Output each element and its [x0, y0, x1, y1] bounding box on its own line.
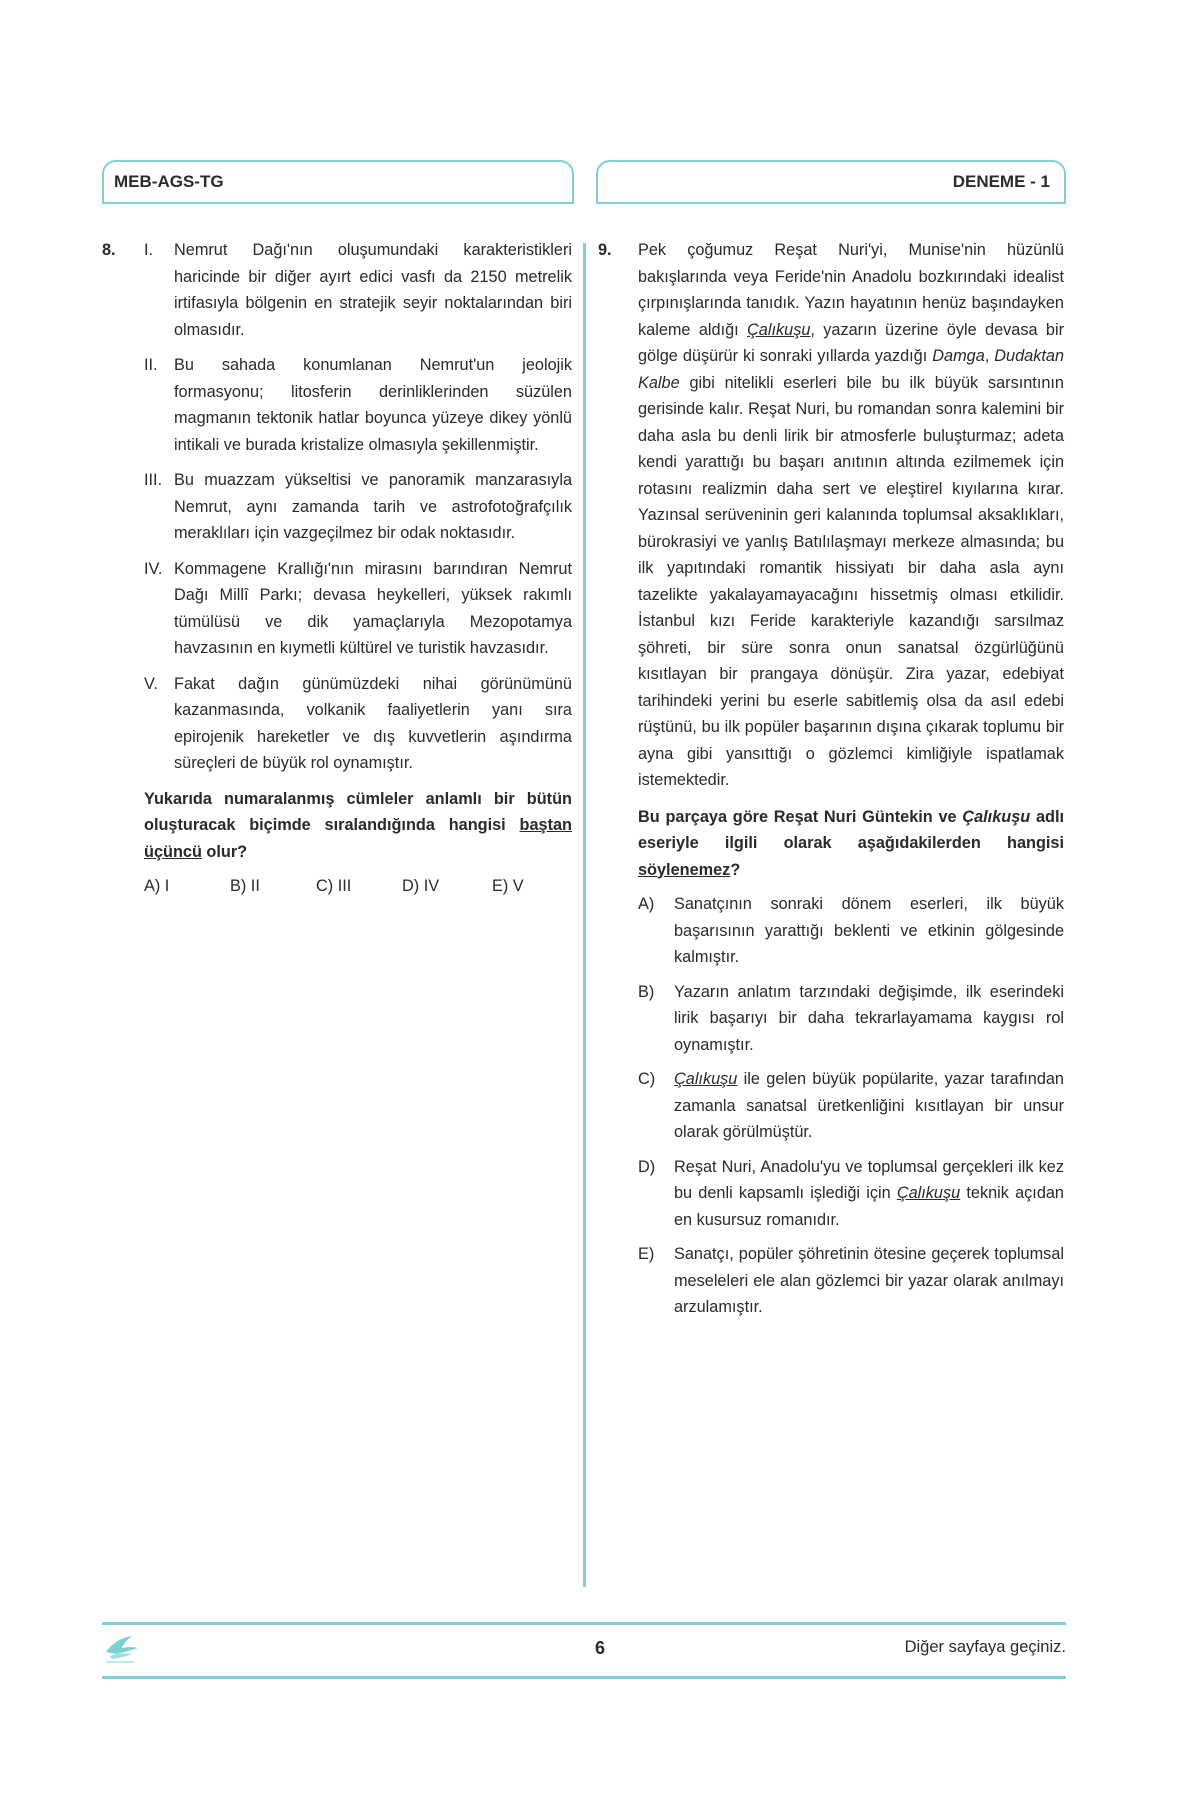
option-c[interactable]	[638, 1066, 1064, 1146]
option-label: C)	[638, 1070, 656, 1088]
choice-d[interactable]: D) IV	[402, 877, 440, 895]
header-left-box	[102, 160, 574, 204]
choice-a[interactable]: A) I	[144, 877, 170, 895]
passage-text: ,	[984, 347, 995, 365]
book-title: Çalıkuşu	[747, 320, 811, 339]
option-label: D)	[638, 1157, 656, 1176]
book-title: Çalıkuşu	[896, 1184, 961, 1202]
statement-1	[102, 237, 572, 343]
book-title: Damga	[932, 347, 985, 365]
statement-numeral: V.	[144, 674, 158, 693]
statement-3	[102, 467, 572, 547]
statement-numeral: I.	[144, 241, 154, 259]
option-text-end: teknik açıdan en kusursuz romanıdır.	[674, 1184, 1064, 1229]
statement-numeral: III.	[144, 471, 163, 489]
choice-e[interactable]: E) V	[492, 877, 524, 895]
reading-passage	[638, 237, 1064, 794]
prompt-text-end: olur?	[201, 842, 248, 861]
option-label: A)	[638, 895, 655, 913]
statement-text: Bu muazzam yükseltisi ve panoramik manzarasıyla Nemrut, aynı zamanda tarih ve astrofotoğrafçılık meraklıları için vazgeçilmez bir odak noktasıdır.	[174, 471, 572, 542]
option-text: Sanatçının sonraki dönem eserleri, ilk büyük başarısının yarattığı beklenti ve etkinin gölgesinde kalmıştır.	[674, 895, 1064, 966]
book-title: Dudaktan Kalbe	[638, 347, 1064, 392]
statement-numeral: II.	[144, 356, 158, 374]
passage-text: gibi nitelikli eserleri bile bu ilk büyük sarsıntının gerisinde kalır. Reşat Nuri, bu romandan sonra kalemini bir daha asla bu denli lirik bir atmosferle buluşturmaz; adeta kendi yarattığı bu başarı anıtının altında ezilmemek için rotasını realizmin daha sert ve eleştirel kıyılarına kırar. Yazınsal serüveninin geri kalanında toplumsal aksaklıkları, bürokrasiyi ve yanlış Batılılaşmayı merkeze almasında; bu ilk yapıtındaki romantik hissiyatı bir daha asla aynı tazelikte yakalayamayacağını hissetmiş olması etkilidir. İstanbul kızı Feride karakteriyle kazandığı sarsılmaz şöhreti, bir süre sonra onun sanatsal özgürlüğünü kısıtlayan bir prangaya dönüşür. Zira yazar, edebiyat tarihindeki yerini bu eserle sabitlemiş olsa da asıl edebi rüştünü, bu ilk popüler başarının dışına çıkarak toplumu bir ayna gibi yansıttığı o gözlemci kimliğiyle ispatlamak istemektedir.	[638, 373, 1064, 789]
statement-text: Bu sahada konumlanan Nemrut'un jeolojik formasyonu; litosferin derinliklerinden süzülen magmanın tektonik hatlar boyunca yüzeye dikey yönlü intikali ve burada kristalize olmasıyla şekillenmiştir.	[174, 356, 572, 454]
prompt-emphasis: söylenemez	[638, 860, 731, 879]
option-label: B)	[638, 982, 655, 1001]
prompt-text: Bu parçaya göre Reşat Nuri Güntekin ve	[638, 807, 963, 826]
option-d[interactable]	[638, 1154, 1064, 1234]
prompt-emphasis: baştan üçüncü	[144, 816, 572, 861]
choice-b[interactable]: B) II	[230, 877, 260, 895]
page-number: 6	[594, 1638, 605, 1658]
book-title: Çalıkuşu	[962, 807, 1031, 826]
header-right-box	[596, 160, 1066, 204]
statement-text: Nemrut Dağı'nın oluşumundaki karakteristikleri haricinde bir diğer ayırt edici vasfı da 2150 metrelik irtifasıyla bölgenin en stratejik seyir noktalarından biri olmasıdır.	[174, 241, 572, 339]
passage-text: , yazarın üzerine öyle devasa bir gölge düşürür ki sonraki yıllarda yazdığı	[638, 320, 1064, 365]
answer-choices	[144, 873, 572, 900]
option-b[interactable]	[638, 979, 1064, 1059]
footer-rule-bottom	[102, 1676, 1066, 1679]
prompt-text: adlı eseriyle ilgili olarak aşağıdakilerden hangisi	[638, 807, 1064, 852]
question-prompt	[638, 804, 1064, 884]
option-text: Yazarın anlatım tarzındaki değişimde, ilk eserindeki lirik başarıyı bir daha tekrarlayamama kaygısı rol oynamıştır.	[674, 982, 1064, 1054]
statement-4	[102, 556, 572, 662]
prompt-text-end: ?	[730, 860, 741, 879]
column-divider	[583, 243, 586, 1587]
option-text: ile gelen büyük popülarite, yazar tarafından zamanla sanatsal üretkenliğini kısıtlayan bir unsur olarak görülmüştür.	[674, 1070, 1064, 1141]
footer-rule-top	[102, 1622, 1066, 1625]
statement-5	[102, 671, 572, 777]
statement-numeral: IV.	[144, 559, 163, 578]
statement-text: Kommagene Krallığı'nın mirasını barındıran Nemrut Dağı Millî Parkı; devasa heykelleri, yüksek rakımlı tümülüsü ve dik yamaçlarıyla Mezopotamya havzasının en kıymetli kültürel ve turistik havzasıdır.	[174, 559, 572, 657]
next-page-note: Diğer sayfaya geçiniz.	[904, 1638, 1066, 1656]
passage-text: Pek çoğumuz Reşat Nuri'yi, Munise'nin hüzünlü bakışlarında veya Feride'nin Anadolu bozkırındaki idealist çırpınışlarında tanıdık. Yazın hayatının henüz başındayken kaleme aldığı	[638, 241, 1064, 339]
question-number: 8.	[102, 241, 116, 259]
exam-code: MEB-AGS-TG	[114, 172, 224, 191]
option-a[interactable]	[638, 891, 1064, 971]
option-text: Sanatçı, popüler şöhretinin ötesine geçerek toplumsal meseleleri ele alan gözlemci bir yazar olarak anılmayı arzulamıştır.	[674, 1245, 1064, 1316]
prompt-text: Yukarıda numaralanmış cümleler anlamlı bir bütün oluşturacak biçimde sıralandığında hangisi	[144, 789, 572, 834]
question-8	[102, 237, 572, 900]
question-9	[598, 237, 1064, 1321]
question-prompt	[144, 786, 572, 866]
statement-2	[102, 352, 572, 458]
option-label: E)	[638, 1245, 655, 1263]
option-e[interactable]	[638, 1241, 1064, 1321]
choice-c[interactable]: C) III	[316, 877, 352, 895]
exam-title: DENEME - 1	[952, 172, 1050, 191]
option-text: Reşat Nuri, Anadolu'yu ve toplumsal gerçekleri ilk kez bu denli kapsamlı işlediği için	[674, 1157, 1064, 1202]
book-title: Çalıkuşu	[674, 1070, 738, 1088]
statement-text: Fakat dağın günümüzdeki nihai görünümünü kazanmasında, volkanik faaliyetlerin yanı sıra epirojenik hareketler ve dış kuvvetlerin aşındırma süreçleri de büyük rol oynamıştır.	[174, 674, 572, 772]
question-number: 9.	[598, 241, 612, 259]
